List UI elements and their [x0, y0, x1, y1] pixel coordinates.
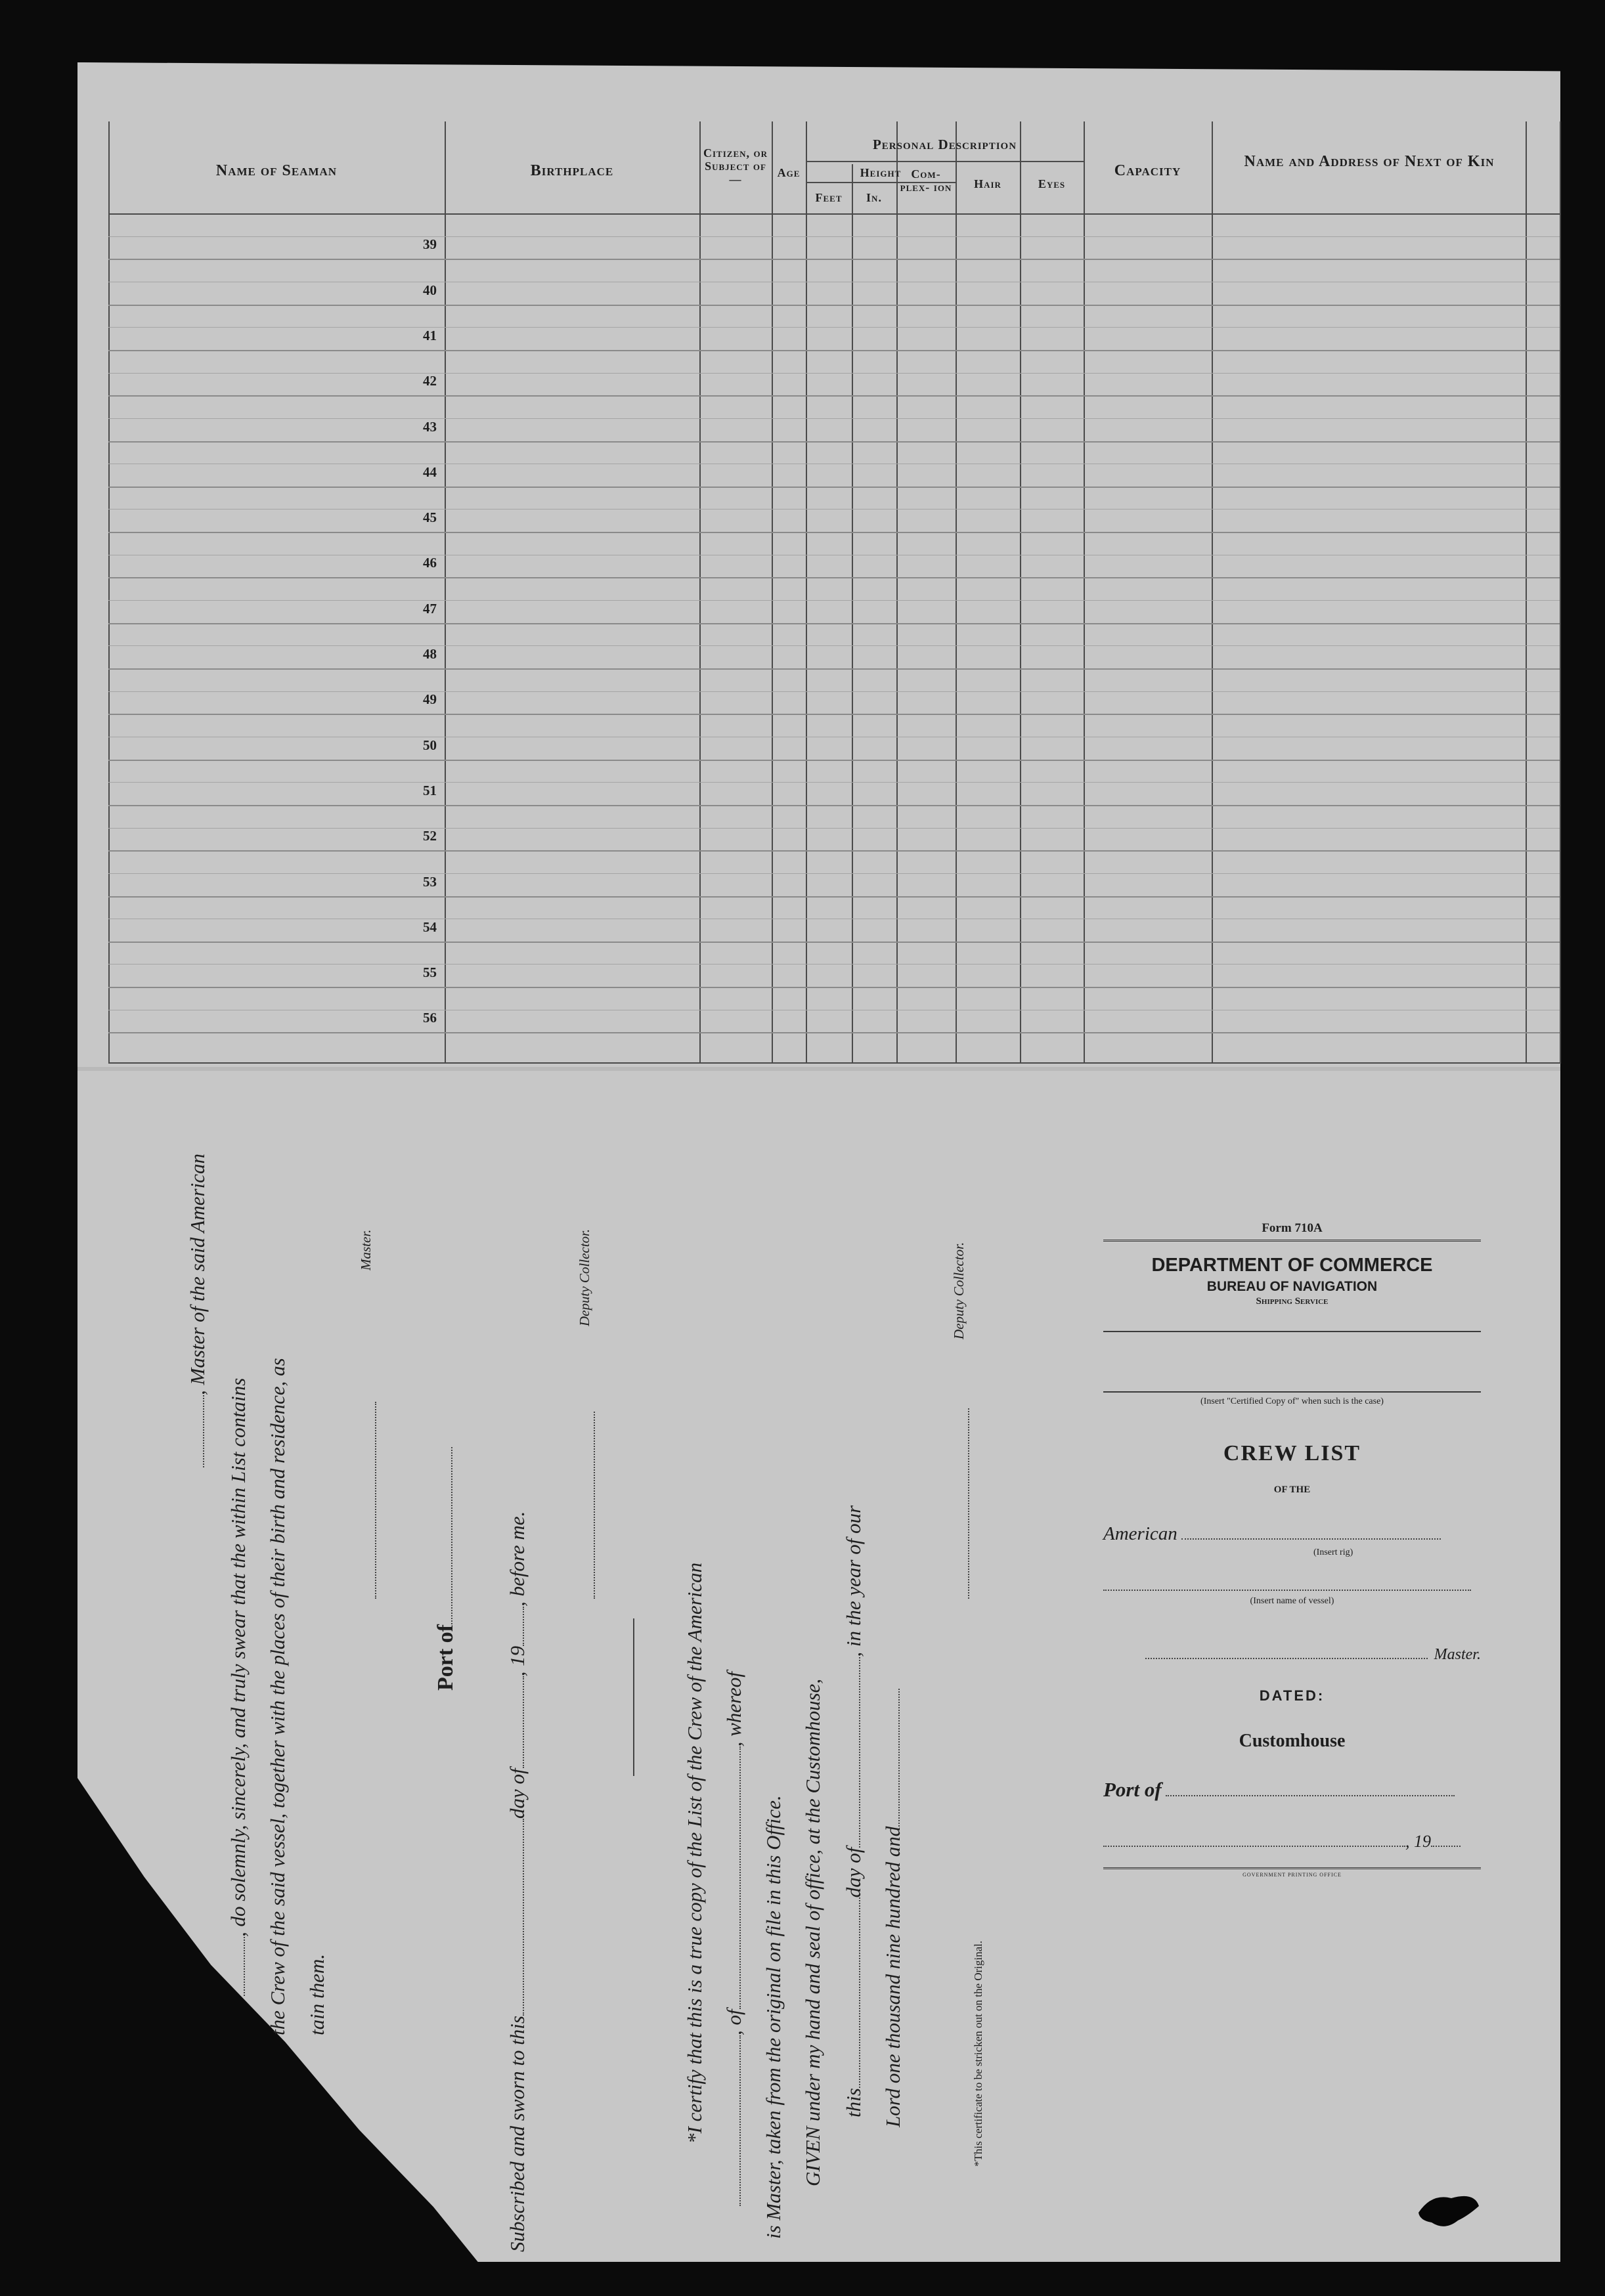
- header-height: Height: [860, 166, 902, 179]
- header-citizen: Citizen, or Subject of—: [703, 146, 768, 186]
- row-line: [108, 760, 1560, 761]
- oath-line-2: , do solemnly, sincerely, and truly swear that the within List contains: [227, 1378, 250, 1996]
- row-subline: [108, 645, 1560, 646]
- row-number: 51: [423, 782, 437, 798]
- row-number: 46: [423, 555, 437, 571]
- header-capacity: Capacity: [1114, 162, 1181, 179]
- header-complexion: Com- plex- ion: [900, 167, 952, 194]
- certify-deputy-line: [951, 1408, 975, 1599]
- row-subline: [108, 236, 1560, 237]
- header-feet: Feet: [815, 191, 843, 204]
- form-certified-note: (Insert "Certified Copy of" when such is the case): [1200, 1397, 1384, 1406]
- certify-line-3: GIVEN under my hand and seal of office, at the Customhouse,: [801, 1678, 824, 2186]
- form-master-line: Master.: [1103, 1646, 1481, 1664]
- row-number: 39: [423, 236, 437, 253]
- row-line: [108, 850, 1560, 852]
- row-number: 47: [423, 600, 437, 617]
- row-line: [108, 259, 1560, 260]
- certify-of-line: , of, whereof: [722, 1672, 746, 2206]
- row-line: [108, 896, 1560, 898]
- oath-deputy-line: [577, 1412, 600, 1599]
- row-number: 41: [423, 327, 437, 343]
- oath-port-of: Port of: [433, 1447, 458, 1691]
- oath-line-1: , Master of the said American: [186, 1154, 209, 1467]
- row-line: [108, 305, 1560, 306]
- form-title: CREW LIST: [1223, 1441, 1361, 1465]
- crew-list-cover-form: [1103, 1221, 1481, 1878]
- form-of-the: OF THE: [1273, 1484, 1311, 1495]
- row-line: [108, 577, 1560, 578]
- row-subline: [108, 600, 1560, 601]
- row-line: [108, 441, 1560, 443]
- certify-line-2: is Master, taken from the original on file in this Office.: [762, 1795, 785, 2239]
- header-age: Age: [777, 166, 801, 179]
- row-number: 43: [423, 418, 437, 435]
- fold-crease: [77, 1067, 1560, 1071]
- oath-master-label: Master.: [358, 1229, 374, 1270]
- form-bureau: BUREAU OF NAVIGATION: [1206, 1279, 1378, 1294]
- row-line: [108, 487, 1560, 488]
- certify-line-1: *I certify that this is a true copy of the List of the Crew of the American: [683, 1562, 706, 2144]
- header-birthplace: Birthplace: [530, 162, 614, 179]
- form-customhouse: Customhouse: [1239, 1731, 1346, 1751]
- header-next-of-kin: Name and Address of Next of Kin: [1244, 153, 1495, 170]
- row-line: [108, 942, 1560, 943]
- row-number: 40: [423, 282, 437, 298]
- header-eyes: Eyes: [1038, 177, 1066, 190]
- form-printing-office: GOVERNMENT PRINTING OFFICE: [1242, 1872, 1342, 1878]
- row-number: 54: [423, 919, 437, 935]
- form-insert-vessel: (Insert name of vessel): [1250, 1596, 1334, 1606]
- oath-line-4: tain them.: [305, 1954, 328, 2035]
- form-port-of: Port of: [1103, 1778, 1481, 1802]
- row-number: 49: [423, 691, 437, 708]
- form-insert-rig: (Insert rig): [1313, 1548, 1353, 1557]
- row-subline: [108, 782, 1560, 783]
- row-subline: [108, 873, 1560, 874]
- row-line: [108, 987, 1560, 988]
- row-line: [108, 532, 1560, 533]
- row-subline: [108, 691, 1560, 692]
- oath-divider: [633, 1618, 634, 1776]
- row-number: 55: [423, 964, 437, 981]
- row-number: 56: [423, 1010, 437, 1026]
- header-name-of-seaman: Name of Seaman: [215, 162, 338, 179]
- row-subline: [108, 327, 1560, 328]
- row-number: 45: [423, 509, 437, 526]
- oath-subscribed: Subscribed and sworn to thisday of, 19, before me.: [506, 1511, 529, 2252]
- row-line: [108, 395, 1560, 397]
- row-line: [108, 668, 1560, 670]
- row-number: 48: [423, 646, 437, 662]
- oath-line-3: the Crew of the said vessel, together with the places of their birth and residence, as: [266, 1358, 289, 2035]
- certify-footnote: *This certificate to be stricken out on the Original.: [972, 1940, 984, 2167]
- row-subline: [108, 418, 1560, 419]
- form-service: Shipping Service: [1256, 1296, 1329, 1307]
- certify-lord-line: Lord one thousand nine hundred and: [881, 1689, 905, 2127]
- certify-deputy-label: Deputy Collector.: [951, 1242, 967, 1339]
- crew-table: [108, 121, 1560, 1064]
- row-line: [108, 714, 1560, 715]
- header-inches: In.: [866, 191, 882, 204]
- oath-deputy-label: Deputy Collector.: [577, 1228, 592, 1326]
- row-number: 44: [423, 464, 437, 480]
- form-date-line: , 19: [1103, 1832, 1481, 1852]
- row-subline: [108, 373, 1560, 374]
- row-number: 50: [423, 737, 437, 753]
- header-personal-description: Personal Description: [872, 137, 1017, 152]
- row-line: [108, 623, 1560, 624]
- row-number: 53: [423, 873, 437, 890]
- row-line: [108, 350, 1560, 351]
- row-number: 52: [423, 828, 437, 844]
- form-number: Form 710A: [1262, 1221, 1323, 1235]
- form-dated: DATED:: [1259, 1687, 1325, 1704]
- row-line: [108, 1032, 1560, 1033]
- header-hair: Hair: [974, 177, 1001, 190]
- certify-this-line: thisday of, in the year of our: [842, 1505, 865, 2117]
- ink-blot: [1412, 2186, 1484, 2232]
- form-department: DEPARTMENT OF COMMERCE: [1151, 1255, 1433, 1276]
- row-line: [108, 805, 1560, 806]
- form-american-line: American: [1103, 1523, 1481, 1545]
- row-number: 42: [423, 373, 437, 389]
- oath-master-line: [358, 1402, 382, 1599]
- row-subline: [108, 828, 1560, 829]
